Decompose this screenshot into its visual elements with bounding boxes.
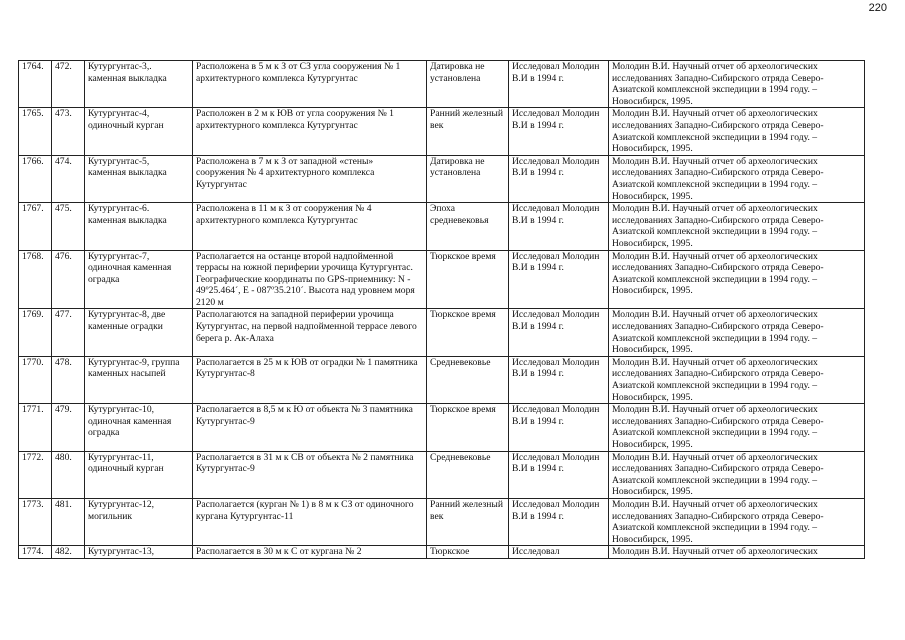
- site-name: Кутургунтас-13,: [85, 546, 193, 559]
- site-source: Молодин В.И. Научный отчет об археологических исследованиях Западно-Сибирского отряда Северо-Азиатской комплексной экспедиции в 1994 году. – Новосибирск, 1995.: [609, 61, 865, 108]
- site-location: Расположен в 2 м к ЮВ от угла сооружения № 1 архитектурного комплекса Кутургунтас: [193, 108, 427, 155]
- site-location: Располагается в 31 м к СВ от объекта № 2 памятника Кутургунтас-9: [193, 451, 427, 498]
- site-dating: Ранний железный век: [427, 498, 509, 545]
- site-name: Кутургунтас-10, одиночная каменная оградка: [85, 404, 193, 451]
- site-researcher: Исследовал Молодин В.И в 1994 г.: [509, 155, 609, 202]
- site-dating: Средневековье: [427, 356, 509, 403]
- site-researcher: Исследовал Молодин В.И в 1994 г.: [509, 404, 609, 451]
- site-dating: Датировка не установлена: [427, 155, 509, 202]
- row-number: 1766.: [19, 155, 52, 202]
- site-location: Располагается в 8,5 м к Ю от объекта № 3 памятника Кутургунтас-9: [193, 404, 427, 451]
- site-researcher: Исследовал Молодин В.И в 1994 г.: [509, 498, 609, 545]
- site-source: Молодин В.И. Научный отчет об археологических исследованиях Западно-Сибирского отряда Северо-Азиатской комплексной экспедиции в 1994 году. – Новосибирск, 1995.: [609, 203, 865, 250]
- site-index: 479.: [52, 404, 85, 451]
- site-dating: Эпоха средневековья: [427, 203, 509, 250]
- site-index: 480.: [52, 451, 85, 498]
- site-location: Располагаются на западной периферии урочища Кутургунтас, на первой надпойменной террасе левого берега р. Ак-Алаха: [193, 309, 427, 356]
- site-source: Молодин В.И. Научный отчет об археологических исследованиях Западно-Сибирского отряда Северо-Азиатской комплексной экспедиции в 1994 году. – Новосибирск, 1995.: [609, 356, 865, 403]
- table-row: [19, 250, 865, 309]
- row-number: 1768.: [19, 250, 52, 309]
- site-name: Кутургунтас-3,. каменная выкладка: [85, 61, 193, 108]
- table-row: [19, 498, 865, 545]
- monuments-table: [18, 60, 865, 559]
- site-source: Молодин В.И. Научный отчет об археологических исследованиях Западно-Сибирского отряда Северо-Азиатской комплексной экспедиции в 1994 году. – Новосибирск, 1995.: [609, 309, 865, 356]
- site-index: 482.: [52, 546, 85, 559]
- site-index: 481.: [52, 498, 85, 545]
- row-number: 1767.: [19, 203, 52, 250]
- site-source: Молодин В.И. Научный отчет об археологических исследованиях Западно-Сибирского отряда Северо-Азиатской комплексной экспедиции в 1994 году. – Новосибирск, 1995.: [609, 404, 865, 451]
- table-row: [19, 61, 865, 108]
- row-number: 1771.: [19, 404, 52, 451]
- row-number: 1772.: [19, 451, 52, 498]
- site-source: Молодин В.И. Научный отчет об археологических исследованиях Западно-Сибирского отряда Северо-Азиатской комплексной экспедиции в 1994 году. – Новосибирск, 1995.: [609, 155, 865, 202]
- site-name: Кутургунтас-9, группа каменных насыпей: [85, 356, 193, 403]
- row-number: 1770.: [19, 356, 52, 403]
- site-location: Располагается в 30 м к С от кургана № 2: [193, 546, 427, 559]
- site-location: Расположена в 7 м к З от западной «стены» сооружения № 4 архитектурного комплекса Кутургунтас: [193, 155, 427, 202]
- site-source: Молодин В.И. Научный отчет об археологических исследованиях Западно-Сибирского отряда Северо-Азиатской комплексной экспедиции в 1994 году. – Новосибирск, 1995.: [609, 250, 865, 309]
- site-dating: Ранний железный век: [427, 108, 509, 155]
- site-dating: Средневековье: [427, 451, 509, 498]
- row-number: 1765.: [19, 108, 52, 155]
- table-row: [19, 203, 865, 250]
- site-dating: Тюркское время: [427, 404, 509, 451]
- site-researcher: Исследовал Молодин В.И в 1994 г.: [509, 108, 609, 155]
- table-row: [19, 451, 865, 498]
- site-researcher: Исследовал Молодин В.И в 1994 г.: [509, 203, 609, 250]
- site-dating: Датировка не установлена: [427, 61, 509, 108]
- row-number: 1774.: [19, 546, 52, 559]
- site-dating: Тюркское время: [427, 309, 509, 356]
- site-location: Расположена в 5 м к З от СЗ угла сооружения № 1 архитектурного комплекса Кутургунтас: [193, 61, 427, 108]
- table-row: [19, 404, 865, 451]
- site-index: 474.: [52, 155, 85, 202]
- site-index: 472.: [52, 61, 85, 108]
- site-dating: Тюркское время: [427, 250, 509, 309]
- site-index: 473.: [52, 108, 85, 155]
- site-researcher: Исследовал Молодин В.И в 1994 г.: [509, 309, 609, 356]
- site-location: Располагается (курган № 1) в 8 м к СЗ от одиночного кургана Кутургунтас-11: [193, 498, 427, 545]
- row-number: 1764.: [19, 61, 52, 108]
- site-location: Располагается на останце второй надпойменной террасы на южной периферии урочища Кутургунтас. Географические координаты по GPS-приемнику: N - 49º25.464´, E - 087º35.210´. Высота над уровнем моря 2120 м: [193, 250, 427, 309]
- table-row: [19, 309, 865, 356]
- site-source: Молодин В.И. Научный отчет об археологических исследованиях Западно-Сибирского отряда Северо-Азиатской комплексной экспедиции в 1994 году. – Новосибирск, 1995.: [609, 498, 865, 545]
- site-index: 478.: [52, 356, 85, 403]
- site-index: 475.: [52, 203, 85, 250]
- table-row: [19, 155, 865, 202]
- site-index: 476.: [52, 250, 85, 309]
- site-researcher: Исследовал Молодин В.И в 1994 г.: [509, 356, 609, 403]
- row-number: 1769.: [19, 309, 52, 356]
- table-row: [19, 356, 865, 403]
- site-researcher: Исследовал Молодин В.И в 1994 г.: [509, 250, 609, 309]
- site-name: Кутургунтас-8, две каменные оградки: [85, 309, 193, 356]
- site-index: 477.: [52, 309, 85, 356]
- site-name: Кутургунтас-4, одиночный курган: [85, 108, 193, 155]
- site-location: Располагается в 25 м к ЮВ от оградки № 1 памятника Кутургунтас-8: [193, 356, 427, 403]
- site-researcher: Исследовал: [509, 546, 609, 559]
- site-name: Кутургунтас-5, каменная выкладка: [85, 155, 193, 202]
- table-row-partial: [19, 546, 865, 559]
- site-researcher: Исследовал Молодин В.И в 1994 г.: [509, 451, 609, 498]
- page-number: 220: [868, 2, 887, 14]
- site-source: Молодин В.И. Научный отчет об археологических исследованиях Западно-Сибирского отряда Северо-Азиатской комплексной экспедиции в 1994 году. – Новосибирск, 1995.: [609, 108, 865, 155]
- site-source: Молодин В.И. Научный отчет об археологических: [609, 546, 865, 559]
- site-researcher: Исследовал Молодин В.И в 1994 г.: [509, 61, 609, 108]
- site-name: Кутургунтас-7, одиночная каменная оградка: [85, 250, 193, 309]
- site-dating: Тюркское: [427, 546, 509, 559]
- site-name: Кутургунтас-11, одиночный курган: [85, 451, 193, 498]
- site-location: Расположена в 11 м к З от сооружения № 4 архитектурного комплекса Кутургунтас: [193, 203, 427, 250]
- row-number: 1773.: [19, 498, 52, 545]
- site-name: Кутургунтас-12, могильник: [85, 498, 193, 545]
- table-row: [19, 108, 865, 155]
- site-name: Кутургунтас-6. каменная выкладка: [85, 203, 193, 250]
- site-source: Молодин В.И. Научный отчет об археологических исследованиях Западно-Сибирского отряда Северо-Азиатской комплексной экспедиции в 1994 году. – Новосибирск, 1995.: [609, 451, 865, 498]
